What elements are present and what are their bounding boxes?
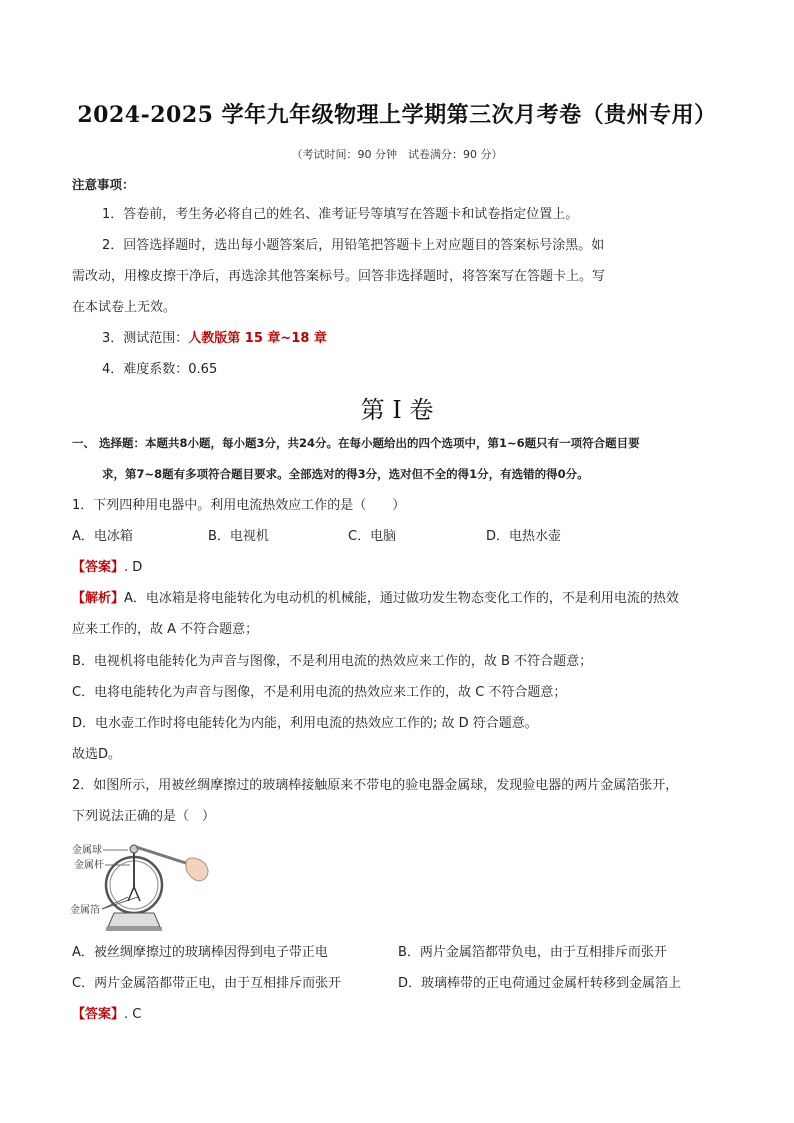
note-item-3	[102, 330, 327, 348]
q2-answer	[72, 1006, 141, 1024]
q1-option-d: D．电热水壶	[486, 529, 562, 544]
q1-option-a: A．电冰箱	[72, 529, 133, 544]
note-item-1: 1．答卷前，考生务必将自己的姓名、准考证号等填写在答题卡和试卷指定位置上。	[102, 207, 579, 222]
section-instructions-cont: 求，第7~8题有多项符合题目要求。全部选对的得3分，选对但不全的得1分，有选错的得0分。	[102, 467, 589, 481]
exam-info: （考试时间：90 分钟 试卷满分：90 分）	[291, 148, 503, 161]
answer-label: 【答案】	[72, 1007, 125, 1022]
page-title: 2024-2025 学年九年级物理上学期第三次月考卷（贵州专用）	[77, 102, 717, 128]
section-title: 第 I 卷	[360, 396, 434, 424]
q1-analysis-c: C．电将电能转化为声音与图像，不是利用电流的热效应来工作的，故 C 不符合题意；	[72, 685, 567, 700]
label-metal-ball: 金属球	[72, 845, 102, 856]
q1-option-c: C．电脑	[348, 529, 397, 544]
note-item-2-cont: 需改动，用橡皮擦干净后，再选涂其他答案标号。回答非选择题时，将答案写在答题卡上。写	[72, 269, 606, 284]
q2-option-b: B．两片金属箔都带负电，由于互相排斥而张开	[398, 945, 667, 960]
q1-answer	[72, 559, 142, 577]
note-item-4: 4．难度系数：0.65	[102, 362, 218, 377]
analysis-label: 【解析】	[72, 591, 125, 606]
q2-stem-cont: 下列说法正确的是（ ）	[72, 809, 216, 824]
electroscope-illustration	[70, 835, 220, 935]
q1-analysis-d: D．电水壶工作时将电能转化为内能，利用电流的热效应工作的; 故 D 符合题意。	[72, 716, 538, 731]
q1-analysis-cont: 应来工作的，故 A 不符合题意；	[72, 622, 259, 637]
answer-value: . D	[124, 560, 143, 575]
note-item-2-cont2: 在本试卷上无效。	[72, 300, 177, 315]
label-metal-rod: 金属杆	[74, 860, 104, 871]
q1-conclusion: 故选D。	[72, 747, 122, 762]
notes-heading: 注意事项：	[72, 177, 135, 192]
scope-value: 人教版第 15 章~18 章	[188, 331, 327, 346]
section-instructions: 一、 选择题：本题共8小题，每小题3分，共24分。在每小题给出的四个选项中，第1~6题只有一项符合题目要	[72, 436, 640, 450]
note-item-2: 2．回答选择题时，选出每小题答案后，用铅笔把答题卡上对应题目的答案标号涂黑。如	[102, 238, 605, 253]
electroscope-figure	[70, 835, 220, 935]
scope-label: 3．测试范围：	[102, 331, 189, 346]
q1-option-b: B．电视机	[208, 529, 269, 544]
analysis-text: A．电冰箱是将电能转化为电动机的机械能，通过做功发生物态变化工作的，不是利用电流的热效	[124, 591, 679, 606]
q2-stem: 2．如图所示，用被丝绸摩擦过的玻璃棒接触原来不带电的验电器金属球，发现验电器的两片金属箔张开，	[72, 778, 679, 793]
q2-option-d: D．玻璃棒带的正电荷通过金属杆转移到金属箔上	[398, 976, 682, 991]
answer-value: . C	[124, 1007, 142, 1022]
q1-analysis	[72, 590, 679, 608]
label-metal-foil: 金属箔	[70, 905, 100, 916]
q2-option-a: A．被丝绸摩擦过的玻璃棒因得到电子带正电	[72, 945, 328, 960]
q1-analysis-b: B．电视机将电能转化为声音与图像，不是利用电流的热效应来工作的，故 B 不符合题意；	[72, 654, 593, 669]
q1-stem: 1．下列四种用电器中。利用电流热效应工作的是（ ）	[72, 498, 406, 513]
q2-option-c: C．两片金属箔都带正电，由于互相排斥而张开	[72, 976, 342, 991]
answer-label: 【答案】	[72, 560, 125, 575]
